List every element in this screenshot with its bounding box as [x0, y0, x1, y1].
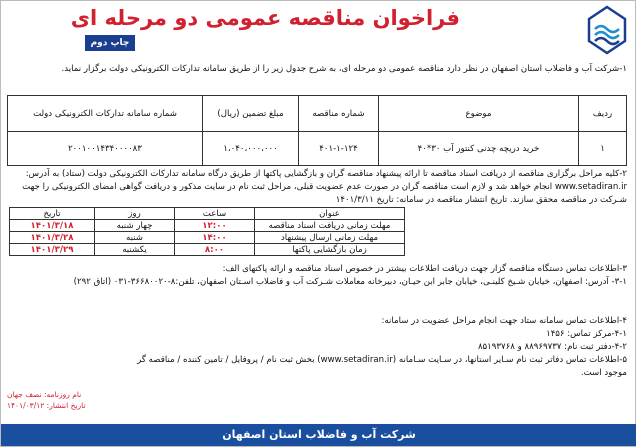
procedure-paragraph: ۲-کلیه مراحل برگزاری مناقصه از دریافت اسناد مناقصه تا ارائه پیشنهاد مناقصه گران و بازگشایی پاکتها از طریق درگاه سامانه تدارکات الکترونیکی دولت (ستاد) به آدرس: www.setadiran.ir انجام خواهد شد و لازم است مناقصه گران در صورت عدم عضویت قبلی، مراحل ثبت نام در سایت مذکور و دریافت گواهی امضای الکترونیکی را جهت شـرکت در مناقصه محقق سازند. تاریخ انتشار مناقصه در سامانه: تاریخ ۱۴۰۱/۳/۱۱	[22, 169, 627, 205]
setad-contact-paragraph: ۴-اطلاعات تماس سامانه ستاد جهت انجام مراحل عضویت در سامانه:	[381, 316, 627, 326]
cell-title: مهلت زمانی دریافت اسناد مناقصه	[255, 220, 405, 232]
call-center-paragraph: ۴-۱-مرکز تماس: ۱۴۵۶	[546, 329, 627, 339]
col-date: تاریخ	[10, 208, 95, 220]
col-time: ساعت	[175, 208, 255, 220]
tender-table	[7, 95, 627, 166]
col-subject: موضوع	[379, 96, 579, 132]
cell-date: ۱۴۰۱/۳/۲۸	[10, 232, 95, 244]
cell-tender-number: ۴۰۱-۱-۱۲۴	[299, 132, 379, 166]
provincial-offices-paragraph: ۵-اطلاعات تماس دفاتر ثبت نام سـایر استانها، در سـایت سـامانه (www.setadiran.ir) بخش ثبت نام / پروفایل / تامین کننده / مناقصه گر موجود است.	[137, 355, 627, 378]
schedule-table-header-row	[10, 208, 405, 220]
publication-date: تاریخ انتشار: ۱۴۰۱/۰۳/۱۲	[7, 401, 86, 410]
water-company-logo-icon	[585, 5, 629, 55]
schedule-table	[9, 207, 405, 256]
publication-stamp	[7, 389, 127, 411]
col-tender-number: شماره مناقصه	[299, 96, 379, 132]
cell-subject: خرید دریچه چدنی کنتور آب ۳۰*۴۰	[379, 132, 579, 166]
table-row	[10, 232, 405, 244]
table-row	[10, 244, 405, 256]
table-row	[8, 132, 627, 166]
table-row	[10, 220, 405, 232]
registration-office-paragraph: ۴-۲-دفتر ثبت نام: ۸۸۹۶۹۷۳۷ و ۸۵۱۹۳۷۶۸	[477, 342, 627, 352]
intro-paragraph: ۱-شرکت آب و فاضلاب استان اصفهان در نظر دارد مناقصه عمومی دو مرحله ای، به شرح جدول زیر را از طریق سامانه تدارکات الکترونیکی دولت برگزار نماید.	[61, 64, 627, 74]
cell-day: چهار شنبه	[95, 220, 175, 232]
col-system-number: شماره سامانه تدارکات الکترونیکی دولت	[8, 96, 203, 132]
col-title: عنوان	[255, 208, 405, 220]
col-day: روز	[95, 208, 175, 220]
tender-table-header-row	[8, 96, 627, 132]
cell-system-number: ۲۰۰۱۰۰۱۴۳۴۰۰۰۰۸۳	[8, 132, 203, 166]
cell-time: ۱۲:۰۰	[175, 220, 255, 232]
edition-badge: چاپ دوم	[85, 35, 135, 51]
cell-title: زمان بازگشایی پاکتها	[255, 244, 405, 256]
newspaper-name: نام روزنامه: نصف جهان	[7, 390, 82, 399]
cell-day: شنبه	[95, 232, 175, 244]
cell-guarantee-amount: ۱،۰۴۰،۰۰۰،۰۰۰	[203, 132, 299, 166]
cell-date: ۱۴۰۱/۳/۱۸	[10, 220, 95, 232]
page-title: فراخوان مناقصه عمومی دو مرحله ای	[70, 6, 460, 30]
contact-address-paragraph: ۳-۱- آدرس: اصفهان، خیابان شـیخ کلینـی، خیابان جابر ابن حیـان، دبیرخانه معاملات شـرکت آب و فاضلاب اسـتان اصفهان، تلفن:۸-۳۶۶۸۰۰۲۰-۰۳۱ (اتاق ۲۹۲)	[73, 277, 627, 287]
cell-date: ۱۴۰۱/۳/۲۹	[10, 244, 95, 256]
cell-title: مهلت زمانی ارسال پیشنهاد	[255, 232, 405, 244]
footer-banner: شرکت آب و فاضلاب استان اصفهان	[1, 424, 636, 446]
contact-paragraph: ۳-اطلاعات تماس دستگاه مناقصه گزار جهت دریافت اطلاعات بیشتر در خصوص اسناد مناقصه و ارائه پاکتهای الف:	[222, 264, 627, 274]
cell-day: یکشنبه	[95, 244, 175, 256]
col-row-number: ردیف	[579, 96, 627, 132]
cell-row-number: ۱	[579, 132, 627, 166]
cell-time: ۱۴:۰۰	[175, 232, 255, 244]
col-guarantee-amount: مبلغ تضمین (ریال)	[203, 96, 299, 132]
cell-time: ۸:۰۰	[175, 244, 255, 256]
